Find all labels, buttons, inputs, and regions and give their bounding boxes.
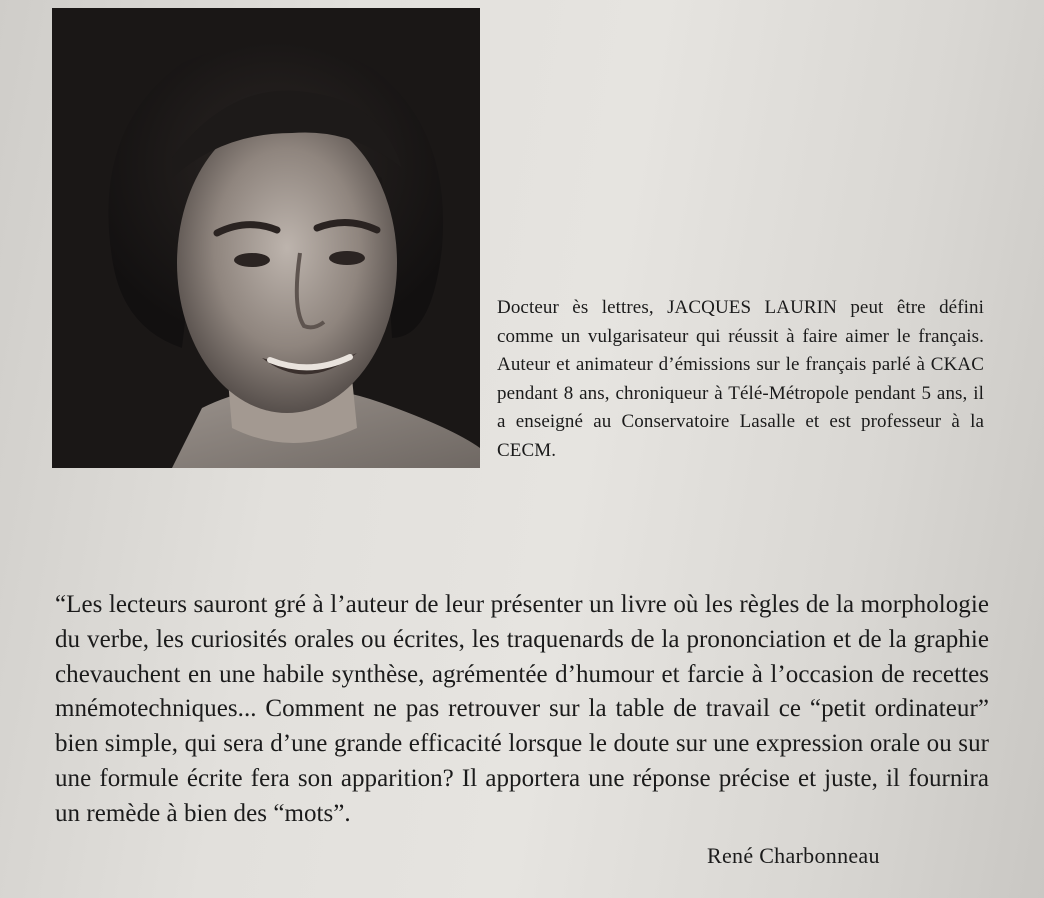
portrait-illustration <box>52 8 480 468</box>
quote-author-signature: René Charbonneau <box>707 843 880 868</box>
review-quote: “Les lecteurs sauront gré à l’auteur de leur présenter un livre où les règles de la morphologie du verbe, les curiosités orales ou écrites, les traquenards de la prononciation et de la graphie chevauchent en une habile synthèse, agrémentée d’humour et farcie à l’occasion de recettes mnémotechniques... Comment ne pas retrouver sur la table de travail ce “petit ordinateur” bien simple, qui sera d’une grande efficacité lorsque le doute sur une expression orale ou sur une formule écrite fera son apparition? Il apportera une réponse précise et juste, il fournira un remède à bien des “mots”. <box>55 591 989 827</box>
author-portrait-photo <box>52 8 480 468</box>
author-biography: Docteur ès lettres, JACQUES LAURIN peut être défini comme un vulgarisateur qui réussit à faire aimer le français. Auteur et animateur d’émissions sur le français parlé à CKAC pendant 8 ans, chroniqueur à Télé-Métropole pendant 5 ans, il a enseigné au Conservatoire Lasalle et est professeur à la CECM. <box>497 297 984 461</box>
